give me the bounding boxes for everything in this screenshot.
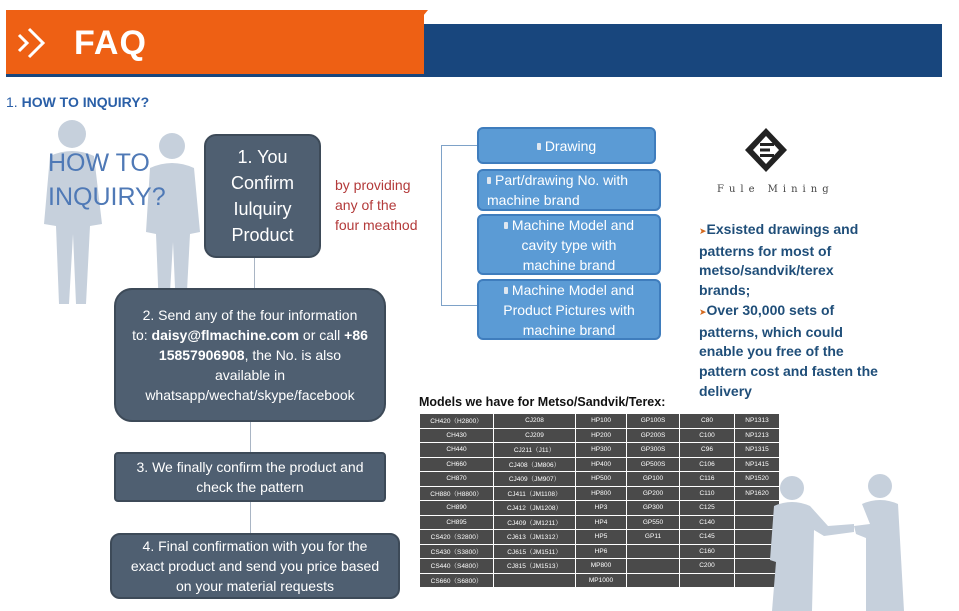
step-4-text: 4. Final confirmation with you for the exact product and send you price based on your material requests: [130, 538, 380, 594]
models-cell: CJ411（JM1108）: [494, 486, 576, 501]
models-row: [420, 515, 780, 530]
models-cell: CJ211（J11）: [494, 443, 576, 458]
models-cell: C140: [680, 515, 735, 530]
bullet-icon: [487, 177, 491, 184]
models-cell: CH890: [420, 501, 494, 516]
method-drawing: [477, 127, 656, 164]
models-cell: NP1213: [735, 428, 780, 443]
page-title: FAQ: [74, 24, 147, 62]
models-cell: HP6: [576, 544, 627, 559]
flow-connector: [250, 422, 251, 452]
step-2-text: [132, 305, 368, 405]
models-cell: CJ412（JM1208）: [494, 501, 576, 516]
models-cell: GP100S: [627, 414, 680, 429]
models-cell: CJ208: [494, 414, 576, 429]
models-row: [420, 530, 780, 545]
methods-bracket: [441, 145, 442, 305]
models-row: [420, 428, 780, 443]
models-cell: CH430: [420, 428, 494, 443]
note-text: Over 30,000 sets of patterns, which could enable you free of the pattern cost and fasten the delivery: [699, 301, 878, 399]
models-cell: HP100: [576, 414, 627, 429]
models-cell: CJ615（JM1511）: [494, 544, 576, 559]
models-cell: HP500: [576, 472, 627, 487]
models-cell: GP550: [627, 515, 680, 530]
models-cell: GP200: [627, 486, 680, 501]
models-cell: HP800: [576, 486, 627, 501]
models-cell: C145: [680, 530, 735, 545]
bullet-icon: [504, 287, 508, 294]
models-cell: HP400: [576, 457, 627, 472]
models-cell: NP1313: [735, 414, 780, 429]
models-cell: CS440（S4800）: [420, 559, 494, 574]
step-1-box: [204, 134, 321, 258]
models-cell: [494, 573, 576, 588]
header-underline: [6, 74, 424, 77]
method-label: Part/drawing No. with machine brand: [487, 172, 629, 208]
arrow-icon: ➤: [699, 226, 707, 236]
section-number: 1.: [6, 94, 18, 110]
method-label: Machine Model and Product Pictures with machine brand: [503, 281, 635, 338]
brand-notes: [699, 220, 879, 401]
step-2-phone: +86 15857906908: [158, 327, 368, 363]
models-cell: CJ613（JM1312）: [494, 530, 576, 545]
models-table: [419, 413, 780, 588]
models-cell: C100: [680, 428, 735, 443]
models-cell: GP300S: [627, 443, 680, 458]
models-cell: CH420（H2800）: [420, 414, 494, 429]
step-2-email: daisy@flmachine.com: [151, 327, 300, 343]
step-2-text-before: 2. Send any of the four information to:: [132, 307, 358, 343]
models-cell: C96: [680, 443, 735, 458]
models-cell: CJ209: [494, 428, 576, 443]
step-2-text-after: , the No. is also available in whatsapp/wechat/skype/facebook: [145, 347, 355, 403]
models-cell: NP1620: [735, 486, 780, 501]
fule-logo-icon: [743, 126, 789, 174]
models-cell: GP11: [627, 530, 680, 545]
note-item: [699, 220, 879, 301]
models-cell: CH880（H8800）: [420, 486, 494, 501]
header-notch: [418, 10, 428, 22]
bullet-icon: [504, 222, 508, 229]
models-row: [420, 544, 780, 559]
models-cell: CH895: [420, 515, 494, 530]
models-cell: CJ409（JM907）: [494, 472, 576, 487]
models-cell: CJ815（JM1513）: [494, 559, 576, 574]
models-row: [420, 573, 780, 588]
business-people-silhouette-left: [24, 114, 214, 314]
models-cell: C110: [680, 486, 735, 501]
step-3-box: [114, 452, 386, 502]
models-row: [420, 472, 780, 487]
methods-bracket-tick: [441, 145, 477, 146]
method-label: Drawing: [544, 137, 597, 154]
section-title: [6, 94, 149, 110]
how-to-inquiry-label: HOW TO INQUIRY?: [48, 149, 166, 211]
models-cell: GP300: [627, 501, 680, 516]
step-1-text: 1. You Confirm Iulquiry Product: [230, 147, 294, 245]
models-cell: NP1520: [735, 472, 780, 487]
models-cell: NP1415: [735, 457, 780, 472]
models-cell: CJ408（JM806）: [494, 457, 576, 472]
flow-connector: [254, 258, 255, 288]
step-4-box: [110, 533, 400, 599]
method-part-number: [477, 169, 661, 211]
models-cell: MP1000: [576, 573, 627, 588]
models-cell: C106: [680, 457, 735, 472]
models-title: Models we have for Metso/Sandvik/Terex:: [419, 395, 666, 409]
models-row: [420, 559, 780, 574]
models-cell: HP5: [576, 530, 627, 545]
step-2-text-mid: or call: [299, 327, 345, 343]
models-cell: [627, 559, 680, 574]
brand-name: Fule Mining: [717, 184, 834, 195]
models-cell: MP800: [576, 559, 627, 574]
models-cell: HP200: [576, 428, 627, 443]
flow-connector: [250, 502, 251, 533]
models-cell: HP300: [576, 443, 627, 458]
models-cell: GP500S: [627, 457, 680, 472]
header-band-blue: [424, 24, 942, 77]
models-cell: CJ409（JM1211）: [494, 515, 576, 530]
models-cell: C200: [680, 559, 735, 574]
step-2-box: [114, 288, 386, 422]
models-row: [420, 486, 780, 501]
models-cell: CH870: [420, 472, 494, 487]
models-cell: CS430（S3800）: [420, 544, 494, 559]
method-label: Machine Model and cavity type with machine brand: [511, 216, 635, 273]
models-cell: C160: [680, 544, 735, 559]
models-cell: CS660（S6800）: [420, 573, 494, 588]
models-row: [420, 501, 780, 516]
handshake-silhouette-right: [762, 472, 952, 611]
bullet-icon: [537, 143, 541, 150]
models-cell: NP1315: [735, 443, 780, 458]
method-machine-model-cavity: [477, 214, 661, 275]
step-3-text: 3. We finally confirm the product and check the pattern: [136, 459, 364, 495]
models-cell: CH660: [420, 457, 494, 472]
models-cell: [627, 573, 680, 588]
method-machine-model-pictures: [477, 279, 661, 340]
note-item: [699, 301, 879, 402]
header-band-orange: [6, 10, 424, 74]
double-chevron-right-icon: [16, 22, 50, 64]
arrow-icon: ➤: [699, 306, 707, 317]
models-row: [420, 414, 780, 429]
models-cell: GP200S: [627, 428, 680, 443]
models-cell: [627, 544, 680, 559]
models-cell: C80: [680, 414, 735, 429]
models-cell: [680, 573, 735, 588]
section-heading: HOW TO INQUIRY?: [21, 94, 150, 110]
models-cell: C116: [680, 472, 735, 487]
models-row: [420, 443, 780, 458]
models-cell: CS420（S2800）: [420, 530, 494, 545]
models-cell: HP4: [576, 515, 627, 530]
providing-note: by providing any of the four meathod: [335, 177, 418, 233]
models-cell: C125: [680, 501, 735, 516]
methods-bracket-tick: [441, 305, 477, 306]
models-cell: GP100: [627, 472, 680, 487]
note-text: Exsisted drawings and patterns for most of metso/sandvik/terex brands;: [699, 221, 859, 299]
models-cell: HP3: [576, 501, 627, 516]
models-cell: CH440: [420, 443, 494, 458]
models-row: [420, 457, 780, 472]
